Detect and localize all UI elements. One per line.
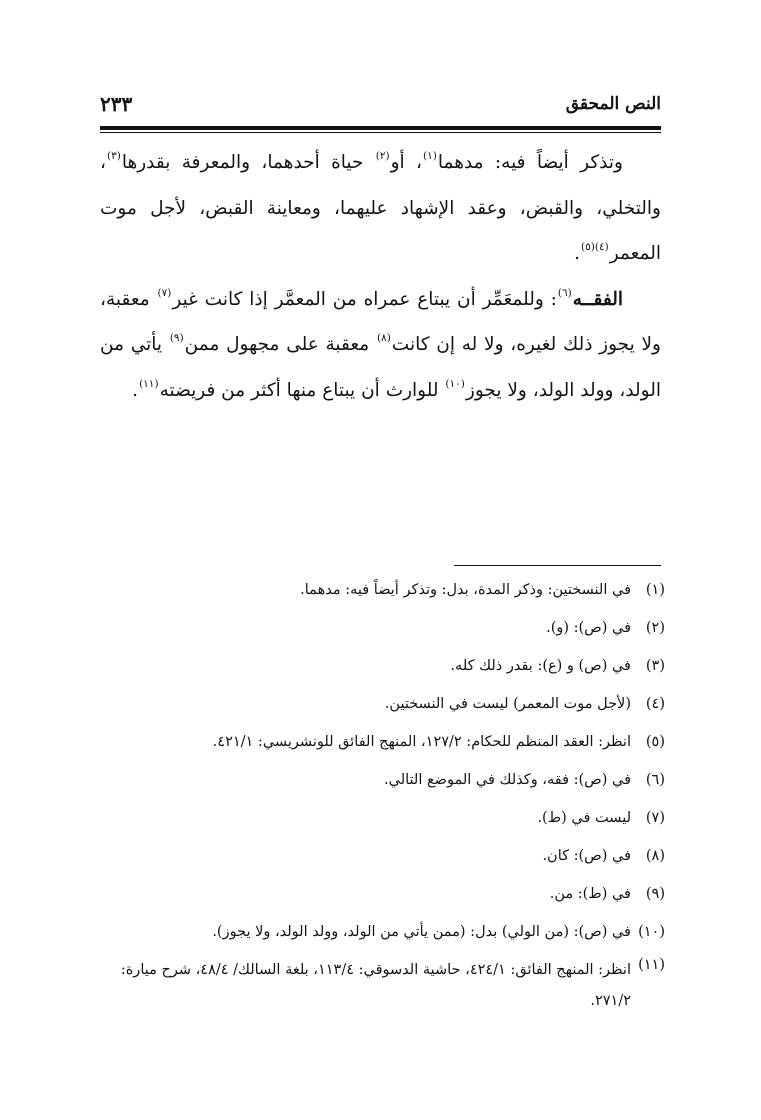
text-run: : وللمعَمِّر أن يبتاع عمراه من المعمَّر إذا كانت غير [172,288,557,310]
text-run: معقبة، ولا يجوز ذلك لغيره، ولا له إن كانت [100,288,661,355]
footnote-number: (٧) [645,810,665,826]
footnote-item [100,846,665,867]
footnote-ref[interactable]: (٣) [106,150,121,162]
footnote-ref[interactable]: (٤)(٥) [580,241,609,253]
text-run: . [132,379,139,401]
footnote-text: ليست في (ط). [537,810,631,826]
page-title: النص المحقق [565,94,661,114]
footnote-item [100,618,665,639]
footnote-number: (٦) [645,772,665,788]
footnote-ref[interactable]: (٦) [557,286,572,299]
footnote-ref[interactable]: (١٠) [445,377,465,390]
page-number: ٢٣٣ [100,92,133,116]
footnote-separator [454,565,661,566]
footnote-number: (٣) [645,658,665,674]
footnote-number: (٩) [645,886,665,902]
footnote-text: في (ص): (و). [546,620,631,636]
footnote-ref[interactable]: (٢) [375,150,390,162]
footnote-number: (٤) [645,696,665,712]
text-run: ، والتخلي، والقبض، وعقد الإشهاد عليهما، ومعاينة القبض، لأجل موت المعمر [100,152,661,264]
footnote-ref[interactable]: (١) [423,150,437,162]
header-rule-thin [100,132,661,133]
header-rule-thick [100,126,661,130]
footnote-number: (١١) [638,957,665,973]
footnote-text: في (ص): فقه، وكذلك في الموضع التالي. [384,772,631,788]
text-run: حياة أحدهما، والمعرفة بقدرها [121,152,375,173]
footnote-item [100,580,665,601]
footnote-item [100,884,665,905]
footnote-number: (٨) [645,848,665,864]
footnote-item [100,955,665,1017]
footnote-ref[interactable]: (٩) [169,332,184,344]
term-heading: الفقــه [572,288,624,310]
paragraph-1 [100,140,661,277]
footnote-text: انظر: المنهج الفائق: ٤٢٤/١، حاشية الدسوقي: ١١٣/٤، بلغة السالك/ ٤٨/٤، شرح ميارة: ٢٧١/٢. [120,962,631,1009]
main-text [100,140,661,413]
footnote-item [100,922,665,943]
footnotes-list [100,580,665,1017]
footnote-number: (٢) [645,620,665,636]
paragraph-2 [100,277,661,414]
footnote-item [100,694,665,715]
footnote-text: في (ط): من. [549,886,631,902]
footnote-item [100,770,665,791]
text-run: للوارث أن يبتاع منها أكثر من فريضته [159,379,445,401]
footnote-number: (١) [645,582,665,598]
footnote-number: (١٠) [638,924,665,940]
footnote-item [100,656,665,677]
running-header [100,92,661,122]
footnote-number: (٥) [645,734,665,750]
footnote-item [100,732,665,753]
footnote-text: في النسختين: وذكر المدة، بدل: وتذكر أيضاً فيه: مدهما. [300,582,631,598]
footnote-text: (لأجل موت المعمر) ليست في النسختين. [384,696,631,712]
footnote-ref[interactable]: (٧) [157,286,172,299]
footnote-item [100,808,665,829]
text-run: يأتي من الولد، وولد الولد، ولا يجوز [100,334,661,401]
text-run: . [574,243,580,264]
text-run: وتذكر أيضاً فيه: مدهما [437,152,623,173]
footnote-ref[interactable]: (١١) [139,377,159,390]
text-run: ، أو [390,152,423,173]
footnote-text: انظر: العقد المنظم للحكام: ١٢٧/٢، المنهج الفائق للونشريسي: ٤٢١/١. [212,734,631,750]
text-run: معقبة على مجهول ممن [184,334,376,355]
footnote-text: في (ص): (من الولي) بدل: (ممن يأتي من الولد، وولد الولد، ولا يجوز). [212,924,631,940]
footnote-ref[interactable]: (٨) [376,332,391,344]
footnote-text: في (ص): كان. [542,848,631,864]
footnote-text: في (ص) و (ع): بقدر ذلك كله. [450,658,631,674]
